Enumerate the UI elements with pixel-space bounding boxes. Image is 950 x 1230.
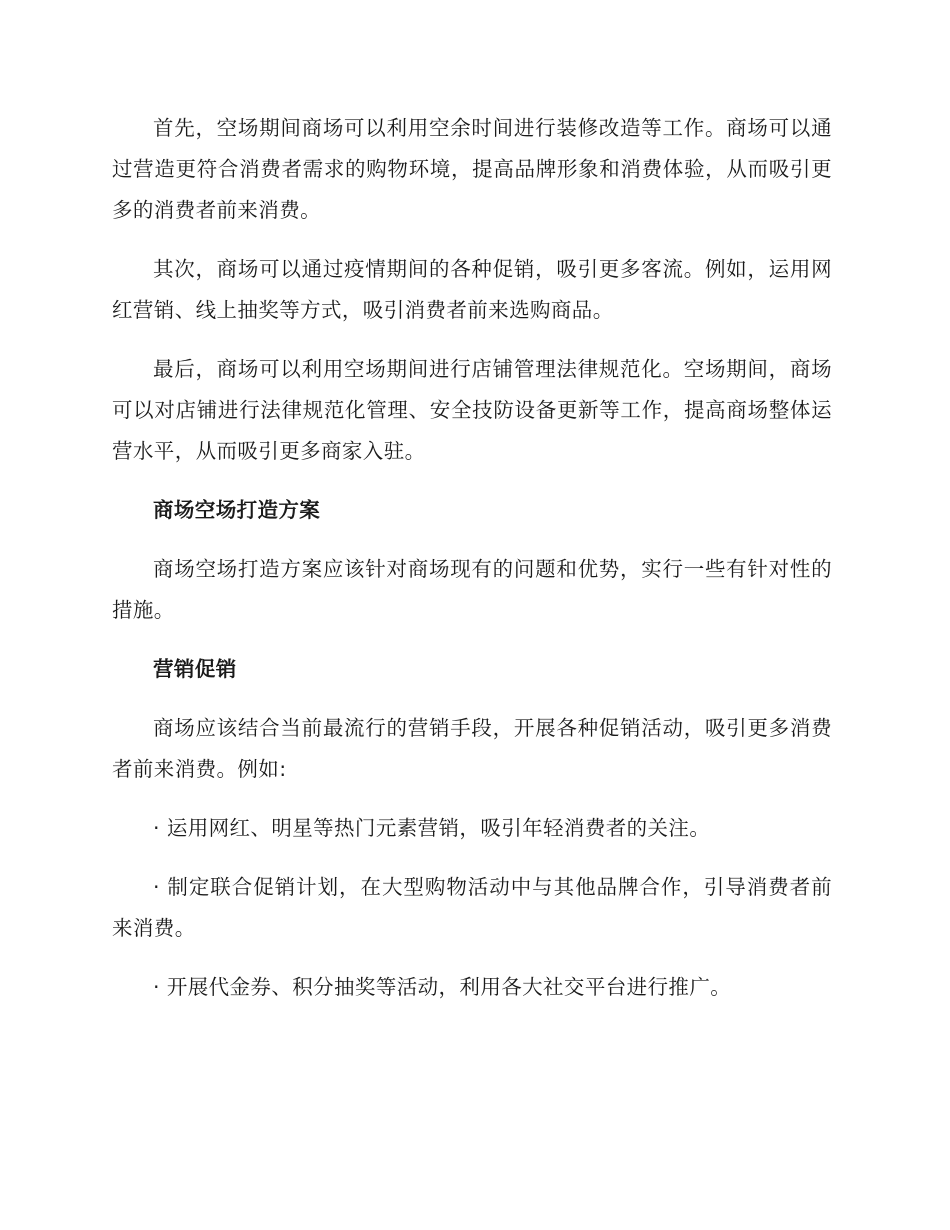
bullet-item-vouchers: · 开展代金券、积分抽奖等活动，利用各大社交平台进行推广。 [153, 975, 732, 999]
document-body [112, 108, 832, 1026]
bullet-item-joint-promotion: · 制定联合促销计划，在大型购物活动中与其他品牌合作，引导消费者前来消费。 [112, 875, 832, 940]
paragraph-plan: 商场空场打造方案应该针对商场现有的问题和优势，实行一些有针对性的措施。 [112, 557, 832, 622]
paragraph-renovation: 首先，空场期间商场可以利用空余时间进行装修改造等工作。商场可以通过营造更符合消费者需求的购物环境，提高品牌形象和消费体验，从而吸引更多的消费者前来消费。 [112, 116, 832, 222]
paragraph-management: 最后，商场可以利用空场期间进行店铺管理法律规范化。空场期间，商场可以对店铺进行法律规范化管理、安全技防设备更新等工作，提高商场整体运营水平，从而吸引更多商家入驻。 [112, 357, 832, 463]
heading-marketing: 营销促销 [153, 657, 237, 681]
paragraph-promotion: 其次，商场可以通过疫情期间的各种促销，吸引更多客流。例如，运用网红营销、线上抽奖等方式，吸引消费者前来选购商品。 [112, 257, 832, 322]
heading-plan: 商场空场打造方案 [153, 498, 321, 522]
paragraph-marketing: 商场应该结合当前最流行的营销手段，开展各种促销活动，吸引更多消费者前来消费。例如: [112, 716, 832, 781]
bullet-item-influencer: · 运用网红、明星等热门元素营销，吸引年轻消费者的关注。 [153, 816, 711, 840]
